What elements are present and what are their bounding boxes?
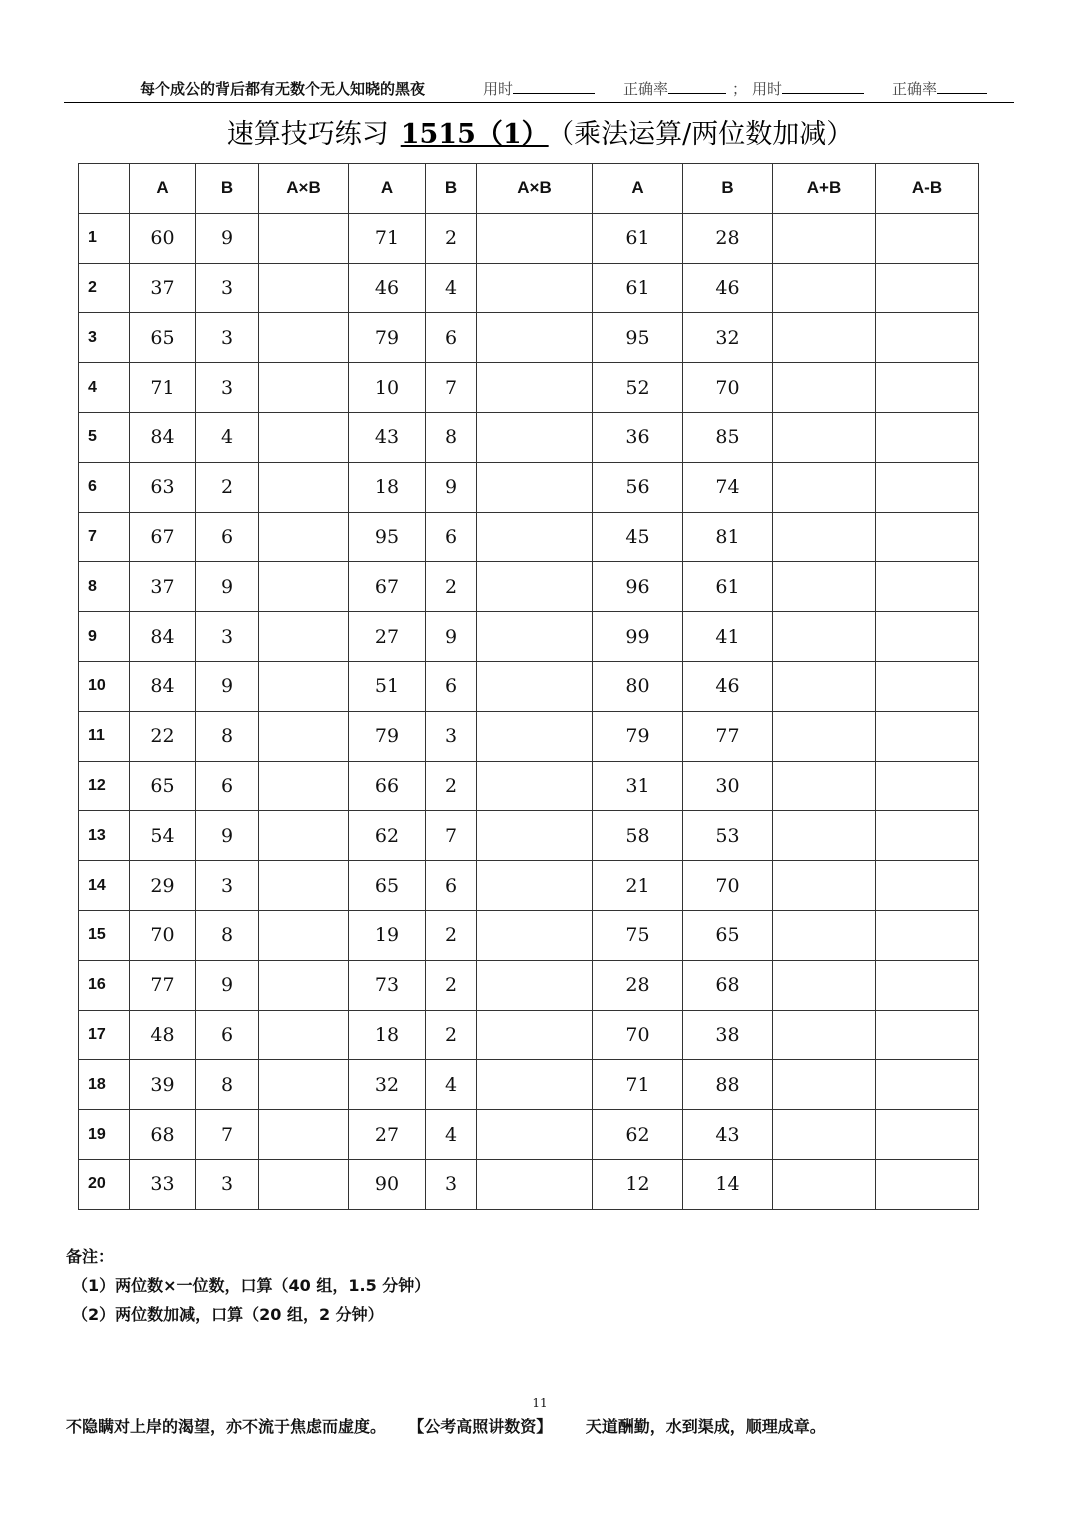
answer-cell[interactable] [876, 661, 979, 711]
row-number: 4 [79, 363, 130, 413]
operand-cell: 75 [593, 910, 683, 960]
operand-cell: 37 [130, 263, 196, 313]
operand-cell: 67 [349, 562, 426, 612]
table-row [79, 861, 979, 911]
row-number: 3 [79, 313, 130, 363]
operand-cell: 70 [130, 910, 196, 960]
header-cell: A+B [773, 164, 876, 214]
operand-cell: 4 [426, 1110, 477, 1160]
operand-cell: 18 [349, 1010, 426, 1060]
operand-cell: 7 [426, 363, 477, 413]
header-separator: ； [732, 80, 748, 98]
answer-cell[interactable] [876, 213, 979, 263]
answer-cell[interactable] [259, 412, 349, 462]
answer-cell[interactable] [259, 263, 349, 313]
operand-cell: 14 [683, 1159, 773, 1209]
answer-cell[interactable] [477, 612, 593, 662]
table-row [79, 512, 979, 562]
table-row [79, 313, 979, 363]
operand-cell: 46 [683, 263, 773, 313]
operand-cell: 45 [593, 512, 683, 562]
operand-cell: 31 [593, 761, 683, 811]
operand-cell: 58 [593, 811, 683, 861]
operand-cell: 3 [196, 1159, 259, 1209]
operand-cell: 68 [130, 1110, 196, 1160]
answer-cell[interactable] [876, 313, 979, 363]
answer-cell[interactable] [773, 462, 876, 512]
header-cell: A×B [259, 164, 349, 214]
operand-cell: 84 [130, 412, 196, 462]
operand-cell: 3 [196, 263, 259, 313]
operand-cell: 9 [426, 612, 477, 662]
operand-cell: 48 [130, 1010, 196, 1060]
header-cell: B [426, 164, 477, 214]
table-row [79, 1060, 979, 1110]
row-number: 16 [79, 960, 130, 1010]
table-row [79, 1159, 979, 1209]
title-suffix: （乘法运算/两位数加减） [560, 119, 854, 150]
table-body [79, 213, 979, 1209]
operand-cell: 41 [683, 612, 773, 662]
operand-cell: 61 [593, 213, 683, 263]
operand-cell: 6 [426, 313, 477, 363]
operand-cell: 84 [130, 661, 196, 711]
answer-cell[interactable] [773, 661, 876, 711]
operand-cell: 36 [593, 412, 683, 462]
accuracy-label-1: 正确率 [623, 80, 669, 98]
operand-cell: 2 [426, 562, 477, 612]
table-row [79, 1010, 979, 1060]
operand-cell: 19 [349, 910, 426, 960]
operand-cell: 9 [196, 960, 259, 1010]
operand-cell: 2 [426, 1010, 477, 1060]
operand-cell: 6 [196, 512, 259, 562]
table-row [79, 213, 979, 263]
operand-cell: 12 [593, 1159, 683, 1209]
row-number: 18 [79, 1060, 130, 1110]
answer-cell[interactable] [876, 562, 979, 612]
table-row [79, 612, 979, 662]
answer-cell[interactable] [477, 462, 593, 512]
operand-cell: 66 [349, 761, 426, 811]
operand-cell: 8 [196, 910, 259, 960]
accuracy-blank-1[interactable] [668, 79, 726, 94]
answer-cell[interactable] [259, 861, 349, 911]
operand-cell: 3 [196, 612, 259, 662]
table-row [79, 462, 979, 512]
operand-cell: 60 [130, 213, 196, 263]
practice-table [78, 163, 979, 1210]
header-cell: A-B [876, 164, 979, 214]
title-code: 1515（1） [400, 119, 549, 150]
operand-cell: 79 [349, 711, 426, 761]
answer-cell[interactable] [259, 1159, 349, 1209]
table-row [79, 661, 979, 711]
operand-cell: 63 [130, 462, 196, 512]
footer-right: 天道酬勤，水到渠成，顺理成章。 [585, 1417, 826, 1436]
row-number: 9 [79, 612, 130, 662]
answer-cell[interactable] [259, 711, 349, 761]
row-number: 8 [79, 562, 130, 612]
answer-cell[interactable] [773, 811, 876, 861]
table-row [79, 1110, 979, 1160]
answer-cell[interactable] [876, 960, 979, 1010]
answer-cell[interactable] [259, 562, 349, 612]
time-blank-2[interactable] [782, 79, 864, 94]
operand-cell: 28 [593, 960, 683, 1010]
table-row [79, 761, 979, 811]
header-bar [64, 76, 1014, 103]
operand-cell: 80 [593, 661, 683, 711]
operand-cell: 43 [683, 1110, 773, 1160]
operand-cell: 53 [683, 811, 773, 861]
operand-cell: 88 [683, 1060, 773, 1110]
operand-cell: 81 [683, 512, 773, 562]
row-number: 15 [79, 910, 130, 960]
operand-cell: 61 [593, 263, 683, 313]
answer-cell[interactable] [477, 263, 593, 313]
time-label-1: 用时 [483, 80, 514, 98]
operand-cell: 77 [683, 711, 773, 761]
operand-cell: 3 [196, 363, 259, 413]
operand-cell: 4 [426, 263, 477, 313]
answer-cell[interactable] [876, 910, 979, 960]
answer-cell[interactable] [259, 313, 349, 363]
row-number: 12 [79, 761, 130, 811]
operand-cell: 27 [349, 612, 426, 662]
operand-cell: 32 [683, 313, 773, 363]
answer-cell[interactable] [477, 512, 593, 562]
answer-cell[interactable] [259, 612, 349, 662]
operand-cell: 8 [196, 1060, 259, 1110]
operand-cell: 6 [426, 512, 477, 562]
header-cell-index [79, 164, 130, 214]
answer-cell[interactable] [876, 512, 979, 562]
row-number: 14 [79, 861, 130, 911]
answer-cell[interactable] [477, 1159, 593, 1209]
answer-cell[interactable] [477, 910, 593, 960]
answer-cell[interactable] [773, 910, 876, 960]
operand-cell: 32 [349, 1060, 426, 1110]
operand-cell: 62 [349, 811, 426, 861]
operand-cell: 46 [683, 661, 773, 711]
operand-cell: 3 [426, 1159, 477, 1209]
operand-cell: 2 [196, 462, 259, 512]
operand-cell: 18 [349, 462, 426, 512]
title-prefix: 速算技巧练习 [226, 119, 389, 150]
footer-center: 【公考高照讲数资】 [408, 1417, 553, 1436]
answer-cell[interactable] [876, 412, 979, 462]
answer-cell[interactable] [773, 1010, 876, 1060]
answer-cell[interactable] [876, 711, 979, 761]
answer-cell[interactable] [773, 612, 876, 662]
operand-cell: 10 [349, 363, 426, 413]
answer-cell[interactable] [477, 313, 593, 363]
operand-cell: 65 [130, 761, 196, 811]
row-number: 17 [79, 1010, 130, 1060]
operand-cell: 95 [593, 313, 683, 363]
operand-cell: 4 [196, 412, 259, 462]
table-row [79, 263, 979, 313]
header-cell: B [196, 164, 259, 214]
answer-cell[interactable] [773, 313, 876, 363]
answer-cell[interactable] [773, 711, 876, 761]
operand-cell: 79 [593, 711, 683, 761]
row-number: 19 [79, 1110, 130, 1160]
answer-cell[interactable] [876, 761, 979, 811]
answer-cell[interactable] [259, 1110, 349, 1160]
operand-cell: 79 [349, 313, 426, 363]
row-number: 11 [79, 711, 130, 761]
operand-cell: 7 [426, 811, 477, 861]
answer-cell[interactable] [773, 1110, 876, 1160]
operand-cell: 65 [349, 861, 426, 911]
accuracy-field-2[interactable] [892, 78, 987, 99]
answer-cell[interactable] [259, 761, 349, 811]
row-number: 2 [79, 263, 130, 313]
answer-cell[interactable] [876, 861, 979, 911]
answer-cell[interactable] [876, 1060, 979, 1110]
answer-cell[interactable] [773, 861, 876, 911]
answer-cell[interactable] [773, 412, 876, 462]
operand-cell: 77 [130, 960, 196, 1010]
answer-cell[interactable] [477, 1110, 593, 1160]
time-blank-1[interactable] [513, 79, 595, 94]
operand-cell: 71 [349, 213, 426, 263]
operand-cell: 70 [683, 861, 773, 911]
time-field-2[interactable] [752, 78, 864, 99]
note-item: （2）两位数加减，口算（20 组，2 分钟） [72, 1305, 384, 1324]
accuracy-blank-2[interactable] [937, 79, 987, 94]
answer-cell[interactable] [259, 1060, 349, 1110]
answer-cell[interactable] [259, 811, 349, 861]
header-cell: A×B [477, 164, 593, 214]
operand-cell: 61 [683, 562, 773, 612]
table-row [79, 363, 979, 413]
answer-cell[interactable] [477, 811, 593, 861]
operand-cell: 37 [130, 562, 196, 612]
operand-cell: 74 [683, 462, 773, 512]
operand-cell: 70 [683, 363, 773, 413]
table-row [79, 960, 979, 1010]
accuracy-field-1[interactable] [623, 78, 726, 99]
operand-cell: 4 [426, 1060, 477, 1110]
answer-cell[interactable] [773, 1159, 876, 1209]
answer-cell[interactable] [773, 562, 876, 612]
footer-left: 不隐瞒对上岸的渴望，亦不流于焦虑而虚度。 [66, 1417, 387, 1436]
operand-cell: 2 [426, 761, 477, 811]
operand-cell: 43 [349, 412, 426, 462]
operand-cell: 30 [683, 761, 773, 811]
answer-cell[interactable] [477, 213, 593, 263]
footer [66, 1414, 826, 1437]
operand-cell: 6 [426, 661, 477, 711]
answer-cell[interactable] [477, 861, 593, 911]
answer-cell[interactable] [876, 1010, 979, 1060]
answer-cell[interactable] [477, 1060, 593, 1110]
operand-cell: 39 [130, 1060, 196, 1110]
operand-cell: 8 [196, 711, 259, 761]
answer-cell[interactable] [477, 412, 593, 462]
operand-cell: 6 [196, 1010, 259, 1060]
operand-cell: 21 [593, 861, 683, 911]
operand-cell: 90 [349, 1159, 426, 1209]
answer-cell[interactable] [876, 612, 979, 662]
note-item: （1）两位数×一位数，口算（40 组，1.5 分钟） [72, 1276, 431, 1295]
answer-cell[interactable] [876, 263, 979, 313]
operand-cell: 6 [426, 861, 477, 911]
time-field-1[interactable] [483, 78, 595, 99]
answer-cell[interactable] [259, 910, 349, 960]
answer-cell[interactable] [876, 1110, 979, 1160]
header-cell: B [683, 164, 773, 214]
operand-cell: 65 [683, 910, 773, 960]
row-number: 7 [79, 512, 130, 562]
answer-cell[interactable] [477, 960, 593, 1010]
answer-cell[interactable] [773, 761, 876, 811]
operand-cell: 9 [426, 462, 477, 512]
operand-cell: 22 [130, 711, 196, 761]
operand-cell: 2 [426, 910, 477, 960]
operand-cell: 27 [349, 1110, 426, 1160]
notes-heading: 备注： [66, 1247, 115, 1266]
answer-cell[interactable] [477, 761, 593, 811]
answer-cell[interactable] [773, 960, 876, 1010]
operand-cell: 99 [593, 612, 683, 662]
header-motto: 每个成公的背后都有无数个无人知晓的黑夜 [140, 80, 426, 98]
answer-cell[interactable] [259, 512, 349, 562]
operand-cell: 51 [349, 661, 426, 711]
operand-cell: 9 [196, 661, 259, 711]
operand-cell: 73 [349, 960, 426, 1010]
table-header-row [79, 164, 979, 214]
header-cell: A [130, 164, 196, 214]
answer-cell[interactable] [876, 811, 979, 861]
notes-section [66, 1242, 430, 1329]
operand-cell: 9 [196, 562, 259, 612]
operand-cell: 68 [683, 960, 773, 1010]
row-number: 5 [79, 412, 130, 462]
table-row [79, 811, 979, 861]
answer-cell[interactable] [259, 1010, 349, 1060]
operand-cell: 3 [426, 711, 477, 761]
row-number: 10 [79, 661, 130, 711]
header-cell: A [593, 164, 683, 214]
operand-cell: 71 [130, 363, 196, 413]
accuracy-label-2: 正确率 [892, 80, 938, 98]
operand-cell: 95 [349, 512, 426, 562]
answer-cell[interactable] [477, 661, 593, 711]
operand-cell: 9 [196, 811, 259, 861]
answer-cell[interactable] [876, 363, 979, 413]
time-label-2: 用时 [752, 80, 783, 98]
page-title [0, 112, 1080, 151]
table-row [79, 910, 979, 960]
row-number: 20 [79, 1159, 130, 1209]
operand-cell: 28 [683, 213, 773, 263]
operand-cell: 3 [196, 313, 259, 363]
answer-cell[interactable] [773, 263, 876, 313]
header-cell: A [349, 164, 426, 214]
answer-cell[interactable] [259, 213, 349, 263]
answer-cell[interactable] [773, 1060, 876, 1110]
answer-cell[interactable] [876, 1159, 979, 1209]
operand-cell: 3 [196, 861, 259, 911]
row-number: 1 [79, 213, 130, 263]
operand-cell: 62 [593, 1110, 683, 1160]
operand-cell: 56 [593, 462, 683, 512]
operand-cell: 52 [593, 363, 683, 413]
operand-cell: 85 [683, 412, 773, 462]
operand-cell: 71 [593, 1060, 683, 1110]
answer-cell[interactable] [259, 960, 349, 1010]
table-row [79, 711, 979, 761]
operand-cell: 70 [593, 1010, 683, 1060]
answer-cell[interactable] [876, 462, 979, 512]
operand-cell: 67 [130, 512, 196, 562]
answer-cell[interactable] [477, 1010, 593, 1060]
operand-cell: 65 [130, 313, 196, 363]
operand-cell: 9 [196, 213, 259, 263]
operand-cell: 8 [426, 412, 477, 462]
operand-cell: 38 [683, 1010, 773, 1060]
operand-cell: 29 [130, 861, 196, 911]
operand-cell: 2 [426, 960, 477, 1010]
row-number: 6 [79, 462, 130, 512]
operand-cell: 7 [196, 1110, 259, 1160]
answer-cell[interactable] [259, 462, 349, 512]
operand-cell: 33 [130, 1159, 196, 1209]
answer-cell[interactable] [477, 711, 593, 761]
answer-cell[interactable] [477, 363, 593, 413]
page-number: 11 [532, 1396, 548, 1410]
answer-cell[interactable] [773, 363, 876, 413]
table-row [79, 562, 979, 612]
answer-cell[interactable] [259, 661, 349, 711]
operand-cell: 2 [426, 213, 477, 263]
answer-cell[interactable] [773, 512, 876, 562]
answer-cell[interactable] [477, 562, 593, 612]
operand-cell: 6 [196, 761, 259, 811]
operand-cell: 96 [593, 562, 683, 612]
table-row [79, 412, 979, 462]
answer-cell[interactable] [259, 363, 349, 413]
operand-cell: 54 [130, 811, 196, 861]
operand-cell: 84 [130, 612, 196, 662]
operand-cell: 46 [349, 263, 426, 313]
row-number: 13 [79, 811, 130, 861]
answer-cell[interactable] [773, 213, 876, 263]
